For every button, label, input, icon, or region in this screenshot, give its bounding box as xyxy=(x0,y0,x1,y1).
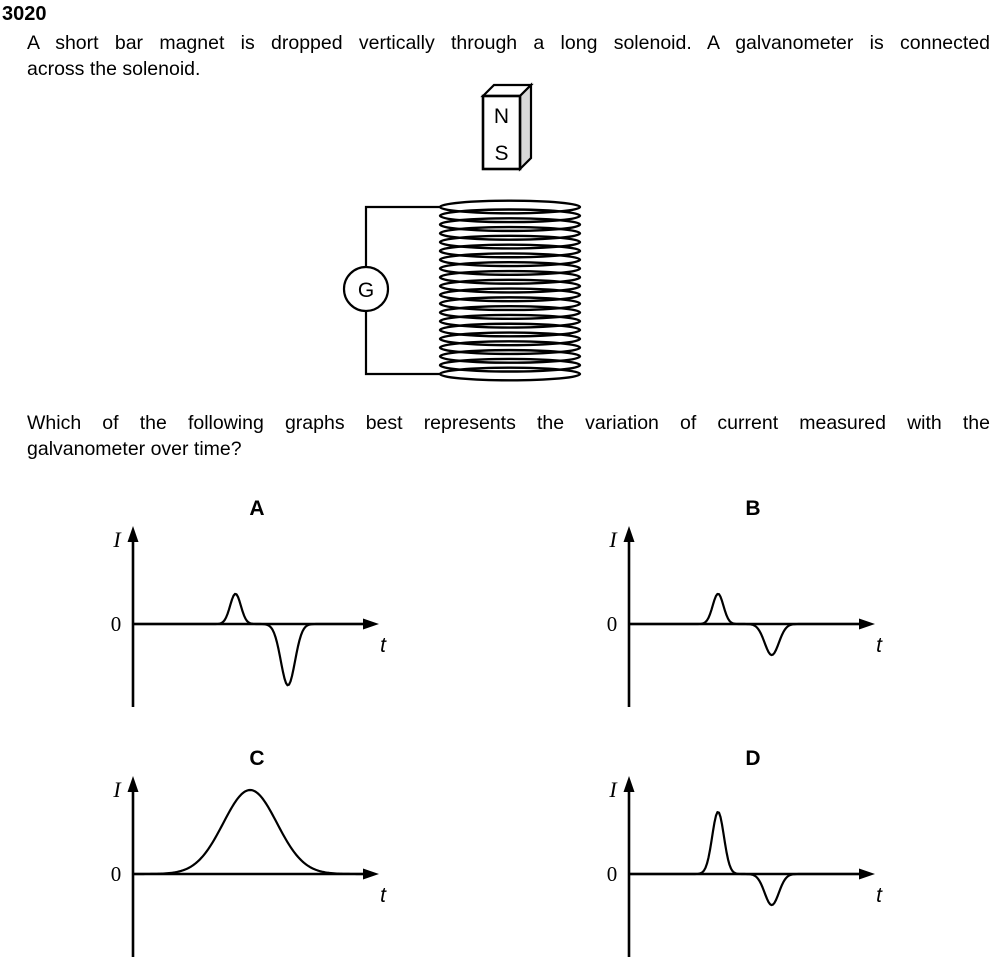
x-axis-arrow xyxy=(363,869,379,880)
circuit-wire-top xyxy=(366,207,440,267)
question-prompt xyxy=(27,410,990,462)
y-axis-label: I xyxy=(113,777,121,802)
y-axis-label: I xyxy=(609,527,617,552)
answer-option-b xyxy=(584,497,894,710)
option-b-label: B xyxy=(745,497,761,520)
x-axis-arrow xyxy=(859,619,875,630)
magnet-south-label: S xyxy=(494,142,509,165)
text-line: across the solenoid. xyxy=(27,58,201,80)
question-intro xyxy=(27,30,990,82)
text-line: A short bar magnet is dropped vertically through a long solenoid. A galvanometer is connected xyxy=(27,32,990,54)
x-axis-label: t xyxy=(876,884,882,907)
current-curve xyxy=(133,790,364,874)
option-a-graph xyxy=(88,520,398,710)
current-curve xyxy=(629,812,860,905)
apparatus-diagram xyxy=(340,80,600,395)
option-c-label: C xyxy=(249,747,265,770)
y-axis-arrow xyxy=(128,776,139,792)
origin-label: 0 xyxy=(110,612,122,636)
circuit-wire-bottom xyxy=(366,311,440,374)
bar-magnet xyxy=(483,85,531,169)
y-axis-arrow xyxy=(624,776,635,792)
text-line: Which of the following graphs best represents the variation of current measured with the xyxy=(27,412,990,434)
x-axis-arrow xyxy=(859,869,875,880)
galvanometer-label: G xyxy=(357,279,375,302)
y-axis-label: I xyxy=(113,527,121,552)
option-c-graph xyxy=(88,770,398,960)
x-axis-label: t xyxy=(380,634,386,657)
current-curve xyxy=(133,594,364,685)
x-axis-arrow xyxy=(363,619,379,630)
origin-label: 0 xyxy=(606,862,618,886)
question-number: 3020 xyxy=(2,3,47,25)
option-a-label: A xyxy=(249,497,265,520)
y-axis-arrow xyxy=(624,526,635,542)
answer-option-c xyxy=(88,747,398,960)
y-axis-arrow xyxy=(128,526,139,542)
current-curve xyxy=(629,594,860,655)
option-b-graph xyxy=(584,520,894,710)
origin-label: 0 xyxy=(606,612,618,636)
y-axis-label: I xyxy=(609,777,617,802)
origin-label: 0 xyxy=(110,862,122,886)
option-d-graph xyxy=(584,770,894,960)
answer-option-d xyxy=(584,747,894,960)
magnet-side-face xyxy=(520,85,531,169)
answer-option-a xyxy=(88,497,398,710)
solenoid-coil xyxy=(440,201,580,381)
coil-turn xyxy=(440,368,580,381)
option-d-label: D xyxy=(745,747,761,770)
x-axis-label: t xyxy=(876,634,882,657)
x-axis-label: t xyxy=(380,884,386,907)
text-line: galvanometer over time? xyxy=(27,438,242,460)
magnet-north-label: N xyxy=(493,105,510,128)
